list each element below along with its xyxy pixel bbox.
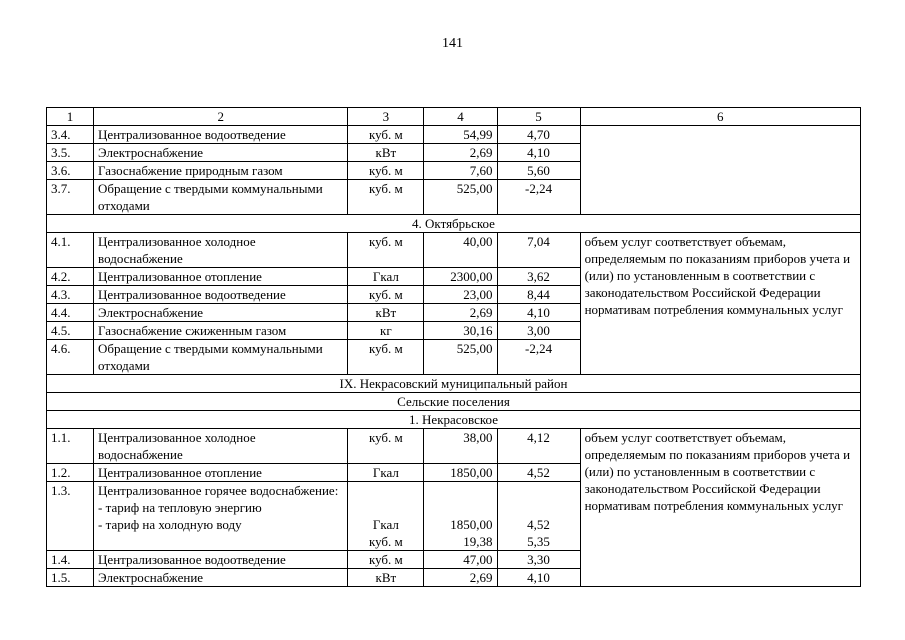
unit-cell: кВт (348, 304, 424, 322)
row-number: 4.2. (47, 268, 94, 286)
value-col4: 2,69 (424, 304, 497, 322)
value-col5: 3,00 (497, 322, 580, 340)
service-name: Газоснабжение природным газом (94, 162, 348, 180)
row-number: 4.1. (47, 233, 94, 268)
unit-cell: куб. м (348, 429, 424, 464)
service-name: Централизованное водоотведение (94, 126, 348, 144)
unit-cell: кВт (348, 569, 424, 587)
value-col4: 1850,00 (424, 464, 497, 482)
header-cell: 5 (497, 108, 580, 126)
service-name: Централизованное водоотведение (94, 551, 348, 569)
service-name: Централизованное отопление (94, 268, 348, 286)
table-row (47, 126, 861, 144)
sub1-v4: 1850,00 (450, 517, 493, 532)
header-cell: 1 (47, 108, 94, 126)
value-col4: 2,69 (424, 569, 497, 587)
service-name: Электроснабжение (94, 569, 348, 587)
note-cell (580, 429, 860, 587)
unit-cell: кВт (348, 144, 424, 162)
section-row (47, 215, 861, 233)
sub2-v4: 19,38 (463, 534, 493, 549)
value-col4: 54,99 (424, 126, 497, 144)
value-col5: -2,24 (497, 180, 580, 215)
value-col5: 8,44 (497, 286, 580, 304)
value-col5: -2,24 (497, 340, 580, 375)
value-col4: 7,60 (424, 162, 497, 180)
row-number: 1.2. (47, 464, 94, 482)
value-col4: 38,00 (424, 429, 497, 464)
section-row (47, 393, 861, 411)
row-number: 3.6. (47, 162, 94, 180)
sub1-unit: Гкал (372, 517, 399, 532)
note-cell-empty (580, 126, 860, 215)
value-col5: 3,30 (497, 551, 580, 569)
tariff-table (46, 107, 861, 587)
section-title: 1. Некрасовское (47, 411, 861, 429)
note-cell (580, 233, 860, 375)
note-text: объем услуг соответствует объемам, определяемым по показаниям приборов учета и (или) по установленным в соответствии с законодательством Российской Федерации нормативам потребления коммунальных услуг (584, 234, 851, 317)
row-number: 4.5. (47, 322, 94, 340)
service-name: Централизованное холодное водоснабжение (94, 233, 348, 268)
value-col5: 3,62 (497, 268, 580, 286)
header-cell: 2 (94, 108, 348, 126)
value-col5: 4,10 (497, 304, 580, 322)
unit-cell: Гкал (348, 464, 424, 482)
value-col5: 4,10 (497, 144, 580, 162)
section-row (47, 375, 861, 393)
section-title: IX. Некрасовский муниципальный район (47, 375, 861, 393)
row-number: 1.1. (47, 429, 94, 464)
value-col5: 5,60 (497, 162, 580, 180)
value-col4: 23,00 (424, 286, 497, 304)
unit-cell: кг (348, 322, 424, 340)
service-name: Электроснабжение (94, 144, 348, 162)
value-col5: 4,70 (497, 126, 580, 144)
service-name: Централизованное водоотведение (94, 286, 348, 304)
unit-cell: куб. м (348, 162, 424, 180)
table-header-row (47, 108, 861, 126)
value-col4: 2,69 (424, 144, 497, 162)
row-number: 4.4. (47, 304, 94, 322)
value-col4: 47,00 (424, 551, 497, 569)
row-number: 4.6. (47, 340, 94, 375)
sub-tariff-water: - тариф на холодную воду (98, 517, 242, 532)
value-col5 (497, 482, 580, 551)
value-col5: 7,04 (497, 233, 580, 268)
row-number: 1.3. (47, 482, 94, 551)
unit-cell: куб. м (348, 126, 424, 144)
unit-cell (348, 482, 424, 551)
service-name: Обращение с твердыми коммунальными отходами (94, 340, 348, 375)
service-title: Централизованное горячее водоснабжение: (98, 483, 339, 498)
sub1-v5: 4,52 (527, 517, 550, 532)
value-col5: 4,10 (497, 569, 580, 587)
unit-cell: куб. м (348, 286, 424, 304)
value-col5: 4,12 (497, 429, 580, 464)
header-cell: 3 (348, 108, 424, 126)
service-name: Централизованное холодное водоснабжение (94, 429, 348, 464)
header-cell: 4 (424, 108, 497, 126)
table-row (47, 233, 861, 268)
service-name: Газоснабжение сжиженным газом (94, 322, 348, 340)
value-col4 (424, 482, 497, 551)
value-col4: 525,00 (424, 180, 497, 215)
value-col4: 40,00 (424, 233, 497, 268)
section-row (47, 411, 861, 429)
service-name: Централизованное отопление (94, 464, 348, 482)
unit-cell: куб. м (348, 233, 424, 268)
unit-cell: куб. м (348, 340, 424, 375)
row-number: 3.7. (47, 180, 94, 215)
service-name: Электроснабжение (94, 304, 348, 322)
service-name: Обращение с твердыми коммунальными отходами (94, 180, 348, 215)
unit-cell: куб. м (348, 180, 424, 215)
table-row (47, 429, 861, 464)
section-title: 4. Октябрьское (47, 215, 861, 233)
section-title: Сельские поселения (47, 393, 861, 411)
row-number: 1.4. (47, 551, 94, 569)
header-cell: 6 (580, 108, 860, 126)
unit-cell: Гкал (348, 268, 424, 286)
sub2-unit: куб. м (368, 534, 403, 549)
row-number: 4.3. (47, 286, 94, 304)
unit-cell: куб. м (348, 551, 424, 569)
row-number: 1.5. (47, 569, 94, 587)
page-number: 141 (442, 36, 463, 51)
value-col4: 2300,00 (424, 268, 497, 286)
row-number: 3.5. (47, 144, 94, 162)
sub-tariff-heat: - тариф на тепловую энергию (98, 500, 262, 515)
value-col4: 525,00 (424, 340, 497, 375)
service-name (94, 482, 348, 551)
sub2-v5: 5,35 (527, 534, 550, 549)
value-col5: 4,52 (497, 464, 580, 482)
value-col4: 30,16 (424, 322, 497, 340)
note-text: объем услуг соответствует объемам, определяемым по показаниям приборов учета и (или) по установленным в соответствии с законодательством Российской Федерации нормативам потребления коммунальных услуг (584, 430, 851, 513)
row-number: 3.4. (47, 126, 94, 144)
